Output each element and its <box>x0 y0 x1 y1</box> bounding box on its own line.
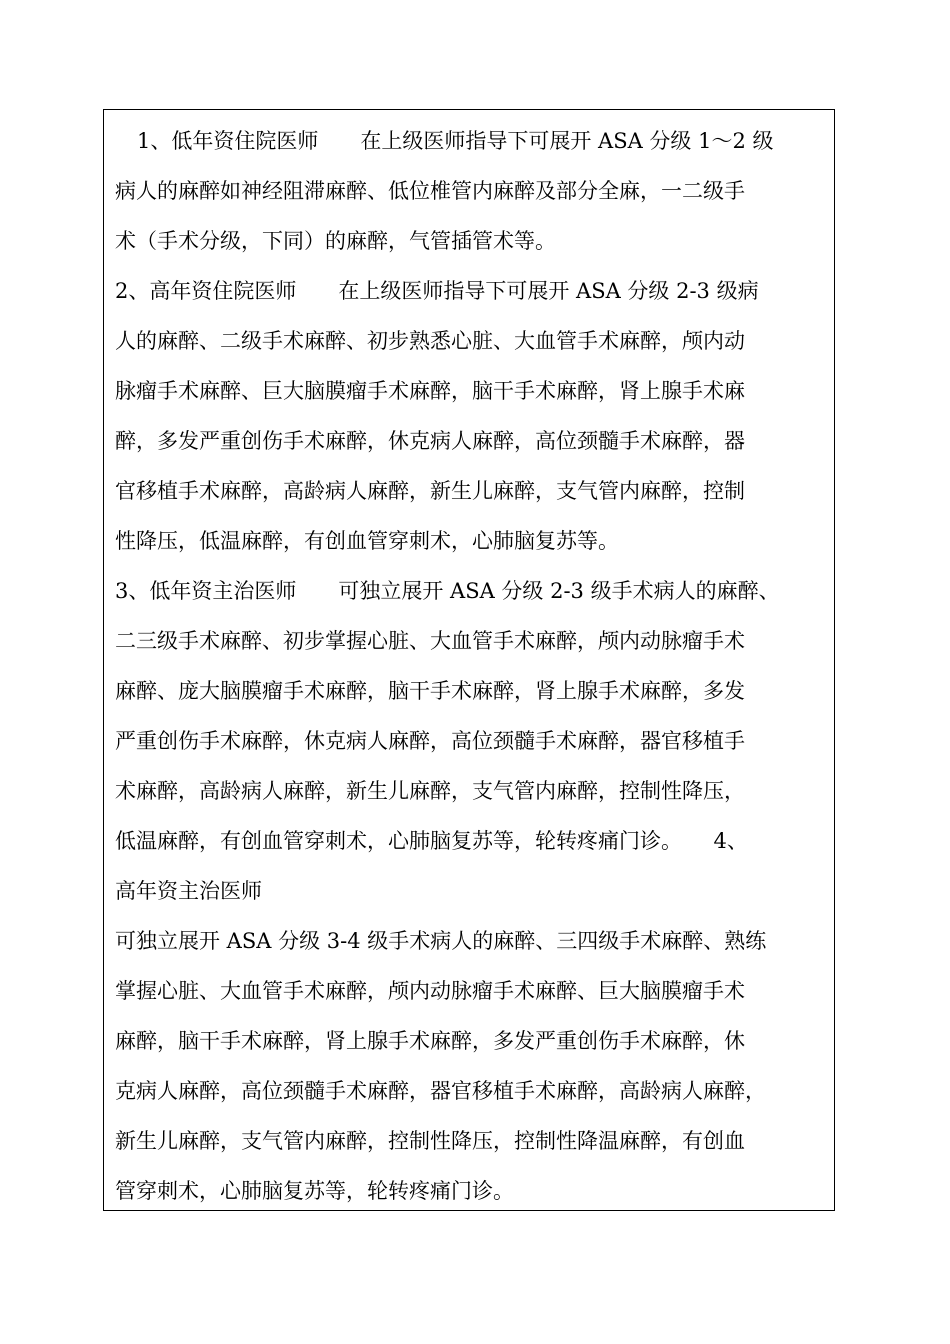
text-line: 管穿刺术，心肺脑复苏等，轮转疼痛门诊。 <box>115 1179 514 1203</box>
text-line: 可独立展开 ASA 分级 3-4 级手术病人的麻醉、三四级手术麻醉、熟练 <box>115 929 767 953</box>
text-line: 病人的麻醉如神经阻滞麻醉、低位椎管内麻醉及部分全麻，一二级手 <box>115 179 745 203</box>
text-line: 醉，多发严重创伤手术麻醉，休克病人麻醉，高位颈髓手术麻醉，器 <box>115 429 745 453</box>
text-line: 人的麻醉、二级手术麻醉、初步熟悉心脏、大血管手术麻醉，颅内动 <box>115 329 745 353</box>
text-line: 麻醉、庞大脑膜瘤手术麻醉，脑干手术麻醉，肾上腺手术麻醉，多发 <box>115 679 745 703</box>
text-line: 低温麻醉，有创血管穿刺术，心肺脑复苏等，轮转疼痛门诊。 4、 <box>115 829 748 853</box>
text-line: 克病人麻醉，高位颈髓手术麻醉，器官移植手术麻醉，高龄病人麻醉， <box>115 1079 766 1103</box>
text-line: 3、低年资主治医师 可独立展开 ASA 分级 2-3 级手术病人的麻醉、 <box>115 579 780 603</box>
text-line: 掌握心脏、大血管手术麻醉，颅内动脉瘤手术麻醉、巨大脑膜瘤手术 <box>115 979 745 1003</box>
text-line: 脉瘤手术麻醉、巨大脑膜瘤手术麻醉，脑干手术麻醉，肾上腺手术麻 <box>115 379 745 403</box>
document-body <box>115 116 824 1216</box>
text-line: 术（手术分级，下同）的麻醉，气管插管术等。 <box>115 229 556 253</box>
text-line: 严重创伤手术麻醉，休克病人麻醉，高位颈髓手术麻醉，器官移植手 <box>115 729 745 753</box>
text-line: 麻醉，脑干手术麻醉，肾上腺手术麻醉，多发严重创伤手术麻醉，休 <box>115 1029 745 1053</box>
text-line: 新生儿麻醉，支气管内麻醉，控制性降压，控制性降温麻醉，有创血 <box>115 1129 745 1153</box>
document-table-cell <box>103 109 835 1211</box>
text-line: 性降压，低温麻醉，有创血管穿刺术，心肺脑复苏等。 <box>115 529 619 553</box>
text-line: 术麻醉，高龄病人麻醉，新生儿麻醉，支气管内麻醉，控制性降压， <box>115 779 745 803</box>
text-line: 高年资主治医师 <box>115 879 262 903</box>
text-line: 1、低年资住院医师 在上级医师指导下可展开 ASA 分级 1～2 级 <box>137 129 774 153</box>
text-line: 二三级手术麻醉、初步掌握心脏、大血管手术麻醉，颅内动脉瘤手术 <box>115 629 745 653</box>
text-line: 2、高年资住院医师 在上级医师指导下可展开 ASA 分级 2-3 级病 <box>115 279 759 303</box>
text-line: 官移植手术麻醉，高龄病人麻醉，新生儿麻醉，支气管内麻醉，控制 <box>115 479 745 503</box>
